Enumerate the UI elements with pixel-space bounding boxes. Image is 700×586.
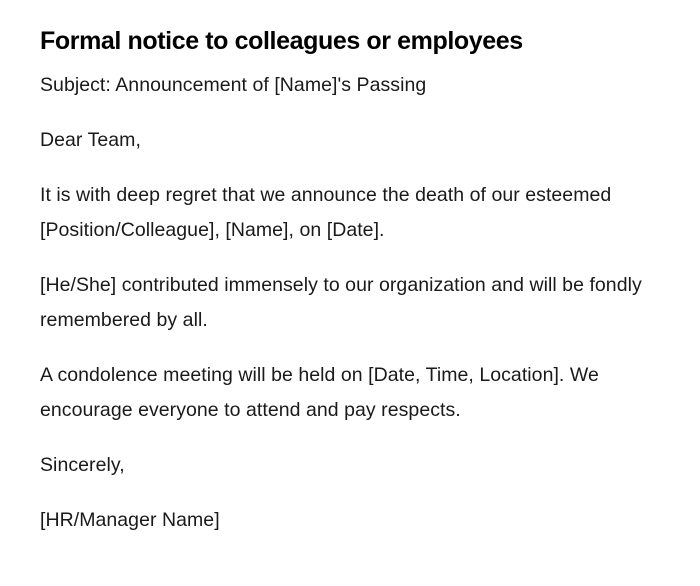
document-title: Formal notice to colleagues or employees [40,27,523,55]
subject-line: Subject: Announcement of [Name]'s Passing [40,74,427,96]
greeting: Dear Team, [40,129,141,151]
body-paragraph-announcement: It is with deep regret that we announce the death of our esteemed [Position/Colleague], [Name], on [Date]. [40,184,612,241]
letter-document [40,26,660,538]
body-paragraph-contribution: [He/She] contributed immensely to our organization and will be fondly remembered by all. [40,274,642,331]
body-paragraph-meeting: A condolence meeting will be held on [Date, Time, Location]. We encourage everyone to attend and pay respects. [40,364,599,421]
closing: Sincerely, [40,454,125,476]
signature: [HR/Manager Name] [40,509,220,531]
